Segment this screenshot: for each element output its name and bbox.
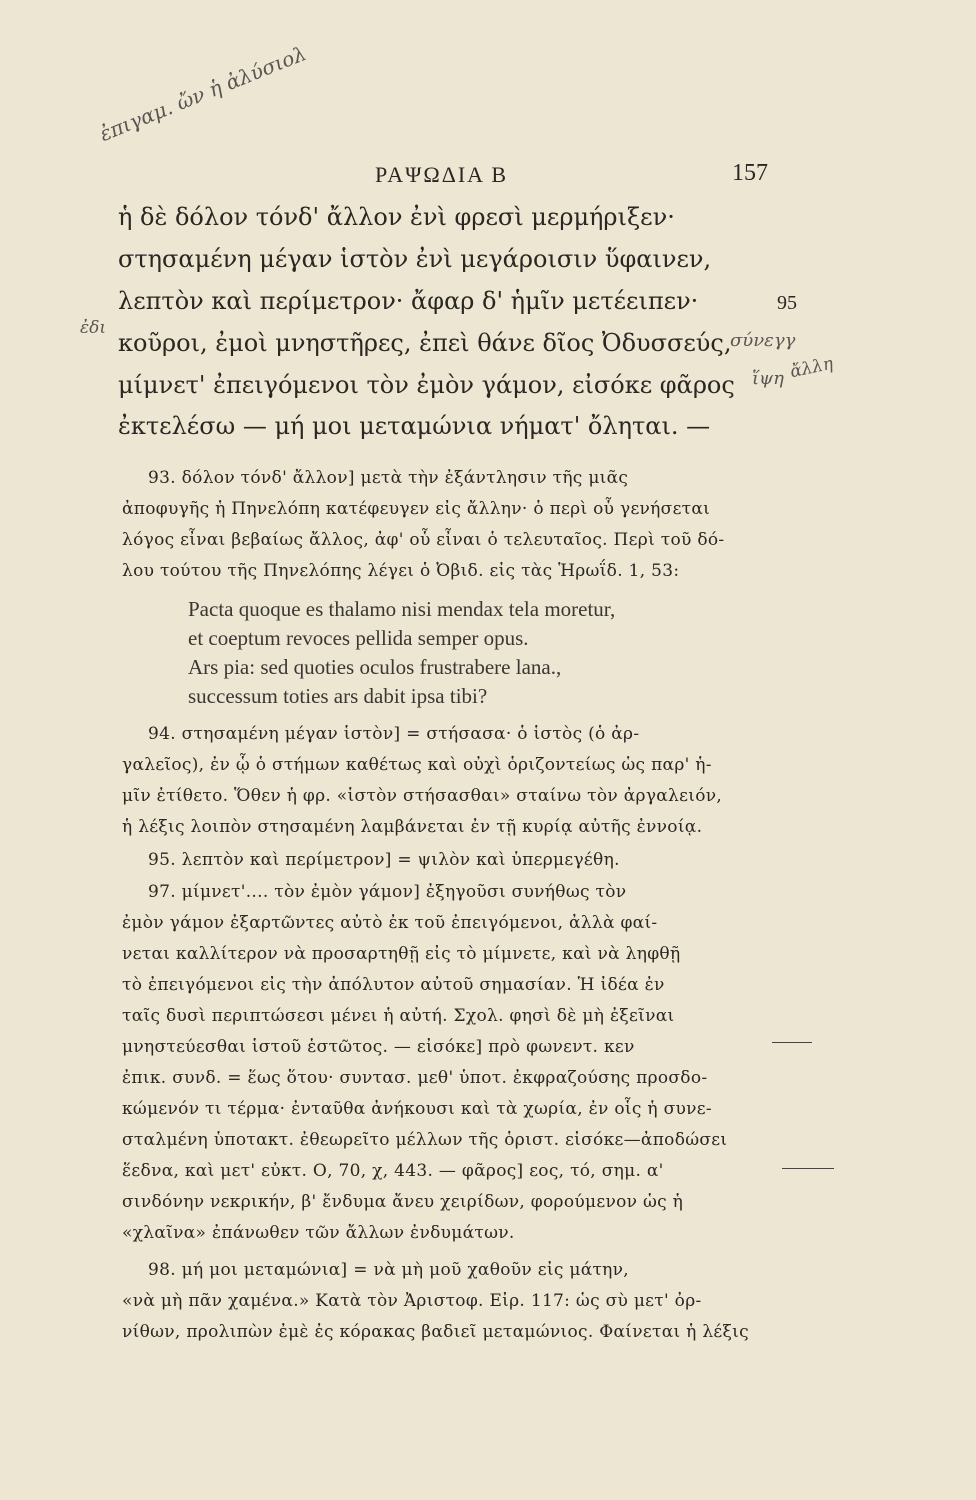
note-line: τὸ ἐπειγόμενοι εἰς τὴν ἀπόλυτον αὐτοῦ σημασίαν. Ἡ ἰδέα ἐν <box>122 975 665 995</box>
note-line: ἕεδνα, καὶ μετ' εὐκτ. Ο, 70, χ, 443. — φᾶρος] εος, τό, σημ. α' <box>122 1161 664 1181</box>
note-line: λόγος εἶναι βεβαίως ἄλλος, ἀφ' οὗ εἶναι ὁ τελευταῖος. Περὶ τοῦ δό- <box>122 530 725 550</box>
verse-line: κοῦροι, ἐμοὶ μνηστῆρες, ἐπεὶ θάνε δῖος Ὀδυσσεύς, <box>118 329 732 357</box>
note-line: μνηστεύεσθαι ἱστοῦ ἑστῶτος. — εἰσόκε] πρὸ φωνεντ. κεν <box>122 1037 635 1057</box>
note-line: λου τούτου τῆς Πηνελόπης λέγει ὁ Ὀβιδ. εἰς τὰς Ἡρωΐδ. 1, 53: <box>122 561 680 581</box>
note-line: κώμενόν τι τέρμα· ἐνταῦθα ἀνήκουσι καὶ τὰ χωρία, ἐν οἷς ἡ συνε- <box>122 1099 712 1119</box>
handwritten-note-top: ἐπιγαμ. ὤν ἡ ἀλύσιολ <box>96 41 310 146</box>
note-line: 94. στησαμένη μέγαν ἱστὸν] = στήσασα· ὁ ἱστὸς (ὁ ἀρ- <box>148 724 640 744</box>
page-number: 157 <box>732 160 768 186</box>
note-line: «νὰ μὴ πᾶν χαμένα.» Κατὰ τὸν Ἀριστοφ. Εἰρ. 117: ὡς σὺ μετ' ὀρ- <box>122 1291 702 1311</box>
note-line: ἡ λέξις λοιπὸν στησαμένη λαμβάνεται ἐν τῇ κυρίᾳ αὐτῆς ἐννοίᾳ. <box>122 817 703 837</box>
verse-line: ἐκτελέσω — μή μοι μεταμώνια νήματ' ὄληται. — <box>118 412 711 440</box>
note-line: γαλεῖος), ἐν ᾧ ὁ στήμων καθέτως καὶ οὐχὶ ὁριζοντείως ὡς παρ' ἡ- <box>122 755 712 775</box>
note-line: σινδόνην νεκρικήν, β' ἔνδυμα ἄνευ χειρίδων, φορούμενον ὡς ἡ <box>122 1192 684 1212</box>
latin-quote-line: Pacta quoque es thalamo nisi mendax tela moretur, <box>188 597 616 621</box>
verse-line: λεπτὸν καὶ περίμετρον· ἄφαρ δ' ἡμῖν μετέειπεν· <box>118 287 699 315</box>
note-line: νεται καλλίτερον νὰ προσαρτηθῇ εἰς τὸ μίμνετε, καὶ νὰ ληφθῇ <box>122 944 681 964</box>
note-line: ἀποφυγῆς ἡ Πηνελόπη κατέφευγεν εἰς ἄλλην· ὁ περὶ οὗ γενήσεται <box>122 499 711 519</box>
handwritten-note-right-1: σύνεγγ <box>730 330 796 351</box>
note-line: νίθων, προλιπὼν ἐμὲ ἐς κόρακας βαδιεῖ μεταμώνιος. Φαίνεται ἡ λέξις <box>122 1322 749 1342</box>
running-title: ΡΑΨΩΔΙΑ Β <box>375 162 509 187</box>
note-line: ἐπικ. συνδ. = ἕως ὅτου· συντασ. μεθ' ὑποτ. ἐκφραζούσης προσδο- <box>122 1068 708 1088</box>
note-line: σταλμένη ὑποτακτ. ἐθεωρεῖτο μέλλων τῆς ὁριστ. εἰσόκε—ἀποδώσει <box>122 1130 728 1150</box>
note-line: «χλαῖνα» ἐπάνωθεν τῶν ἄλλων ἐνδυμάτων. <box>122 1223 515 1243</box>
latin-quote-line: et coeptum revoces pellida semper opus. <box>188 626 529 650</box>
verse-line: ἡ δὲ δόλον τόνδ' ἄλλον ἐνὶ φρεσὶ μερμήριξεν· <box>118 203 675 231</box>
handwritten-note-left: ἐδι <box>80 318 107 338</box>
verse-line: στησαμένη μέγαν ἱστὸν ἐνὶ μεγάροισιν ὕφαινεν, <box>118 245 712 273</box>
note-line: 95. λεπτὸν καὶ περίμετρον] = ψιλὸν καὶ ὑπερμεγέθη. <box>148 850 620 870</box>
note-line: μῖν ἐτίθετο. Ὅθεν ἡ φρ. «ἱστὸν στήσασθαι» σταίνω τὸν ἀργαλειόν, <box>122 786 723 806</box>
margin-pencil-mark <box>772 1042 812 1043</box>
handwritten-note-right-2: ἵψη <box>752 368 784 389</box>
margin-pencil-mark <box>782 1168 834 1169</box>
handwritten-note-right-3: ἄλλη <box>788 353 835 383</box>
latin-quote-line: Ars pia: sed quoties oculos frustrabere lana., <box>188 655 562 679</box>
latin-quote-line: successum toties ars dabit ipsa tibi? <box>188 684 488 708</box>
note-line: ἐμὸν γάμον ἐξαρτῶντες αὐτὸ ἐκ τοῦ ἐπειγόμενοι, ἀλλὰ φαί- <box>122 913 658 933</box>
note-line: 93. δόλον τόνδ' ἄλλον] μετὰ τὴν ἐξάντλησιν τῆς μιᾶς <box>148 468 629 488</box>
note-line: 98. μή μοι μεταμώνια] = νὰ μὴ μοῦ χαθοῦν εἰς μάτην, <box>148 1260 629 1280</box>
verse-line: μίμνετ' ἐπειγόμενοι τὸν ἐμὸν γάμον, εἰσόκε φᾶρος <box>118 371 735 399</box>
verse-line-number: 95 <box>777 292 797 314</box>
note-line: ταῖς δυσὶ περιπτώσεσι μένει ἡ αὐτή. Σχολ. φησὶ δὲ μὴ ἐξεῖναι <box>122 1006 675 1026</box>
note-line: 97. μίμνετ'.... τὸν ἐμὸν γάμον] ἐξηγοῦσι συνήθως τὸν <box>148 882 627 902</box>
